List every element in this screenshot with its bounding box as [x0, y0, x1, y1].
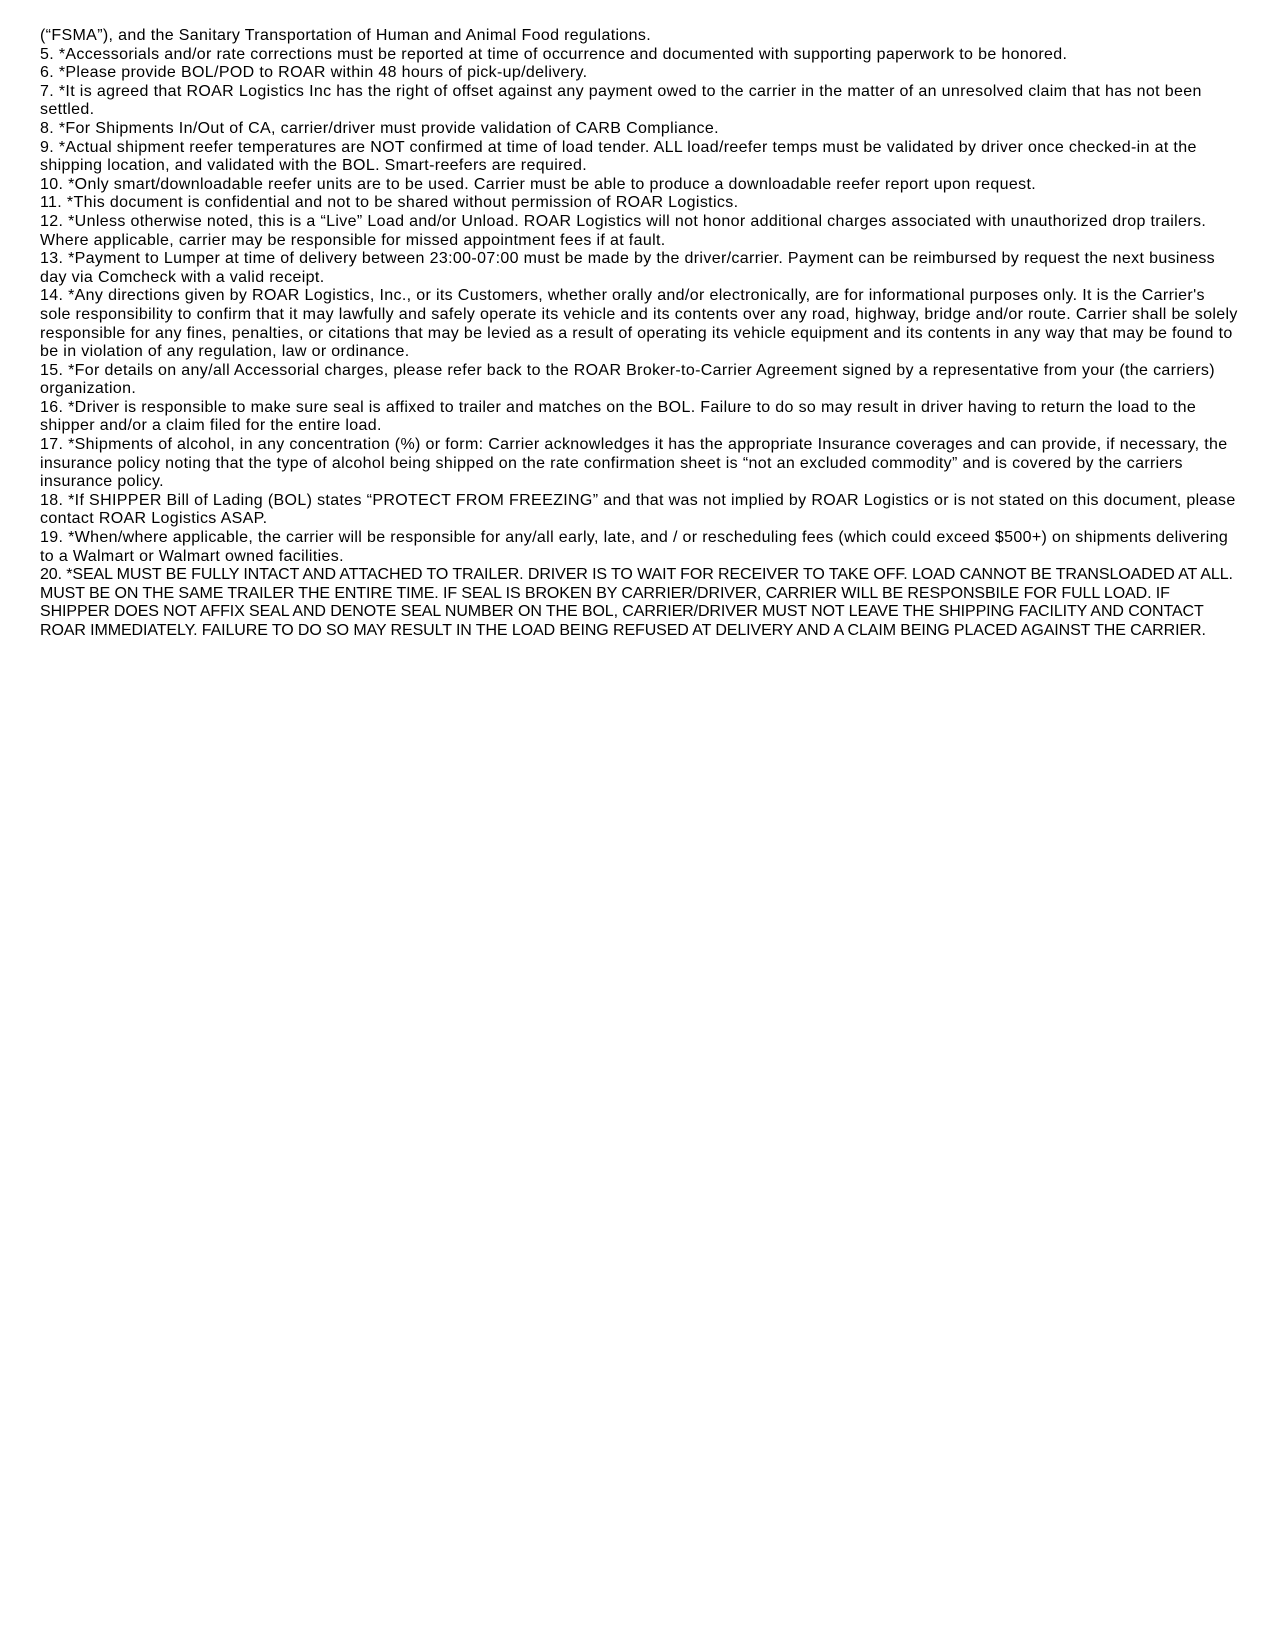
term-6: 6. *Please provide BOL/POD to ROAR within 48 hours of pick-up/delivery.	[40, 64, 588, 82]
term-5: 5. *Accessorials and/or rate corrections must be reported at time of occurrence and documented with supporting paperwork to be honored.	[40, 45, 1068, 63]
term-7: 7. *It is agreed that ROAR Logistics Inc has the right of offset against any payment owed to the carrier in the matter of an unresolved claim that has not been settled.	[40, 82, 1202, 119]
term-11: 11. *This document is confidential and not to be shared without permission of ROAR Logistics.	[40, 194, 739, 212]
term-15: 15. *For details on any/all Accessorial charges, please refer back to the ROAR Broker-to-Carrier Agreement signed by a representative from your (the carriers) organization.	[40, 361, 1215, 398]
term-19: 19. *When/where applicable, the carrier will be responsible for any/all early, late, and / or rescheduling fees (which could exceed $500+) on shipments delivering to a Walmart or Walmart owned facilities.	[40, 529, 1229, 565]
term-13: 13. *Payment to Lumper at time of delivery between 23:00-07:00 must be made by the driver/carrier. Payment can be reimbursed by request the next business day via Comcheck with a valid receipt.	[40, 250, 1216, 286]
term-12: 12. *Unless otherwise noted, this is a “Live” Load and/or Unload. ROAR Logistics will not honor additional charges associated with unauthorized drop trailers. Where applicable, carrier may be responsible for missed appointment fees if at fault.	[40, 212, 1207, 249]
term-9: 9. *Actual shipment reefer temperatures are NOT confirmed at time of load tender. ALL load/reefer temps must be validated by driver once checked-in at the shipping location, and validated with the BOL. Smart-reefers are required.	[40, 138, 1197, 175]
term-17: 17. *Shipments of alcohol, in any concentration (%) or form: Carrier acknowledges it has the appropriate Insurance coverages and can provide, if necessary, the insurance policy noting that the type of alcohol being shipped on the rate confirmation sheet is “not an excluded commodity” and is covered by the carriers insurance policy.	[40, 436, 1228, 491]
term-10: 10. *Only smart/downloadable reefer units are to be used. Carrier must be able to produce a downloadable reefer report upon request.	[40, 175, 1037, 193]
term-18: 18. *If SHIPPER Bill of Lading (BOL) states “PROTECT FROM FREEZING” and that was not implied by ROAR Logistics or is not stated on this document, please contact ROAR Logistics ASAP.	[40, 491, 1236, 528]
document-page	[40, 27, 1240, 641]
intro-line: (“FSMA”), and the Sanitary Transportation of Human and Animal Food regulations.	[40, 27, 652, 44]
term-8: 8. *For Shipments In/Out of CA, carrier/driver must provide validation of CARB Compliance.	[40, 119, 719, 137]
term-16: 16. *Driver is responsible to make sure seal is affixed to trailer and matches on the BOL. Failure to do so may result in driver having to return the load to the shipper and/or a claim filed for the entire load.	[40, 398, 1197, 435]
term-20-seal-requirement: 20. *SEAL MUST BE FULLY INTACT AND ATTACHED TO TRAILER. DRIVER IS TO WAIT FOR RECEIVER TO TAKE OFF. LOAD CANNOT BE TRANSLOADED AT ALL. MUST BE ON THE SAME TRAILER THE ENTIRE TIME. IF SEAL IS BROKEN BY CARRIER/DRIVER, CARRIER WILL BE RESPONSBILE FOR FULL LOAD. IF SHIPPER DOES NOT AFFIX SEAL AND DENOTE SEAL NUMBER ON THE BOL, CARRIER/DRIVER MUST NOT LEAVE THE SHIPPING FACILITY AND CONTACT ROAR IMMEDIATELY. FAILURE TO DO SO MAY RESULT IN THE LOAD BEING REFUSED AT DELIVERY AND A CLAIM BEING PLACED AGAINST THE CARRIER.	[40, 566, 1233, 639]
term-14: 14. *Any directions given by ROAR Logistics, Inc., or its Customers, whether orally and/or electronically, are for informational purposes only. It is the Carrier's sole responsibility to confirm that it may lawfully and safely operate its vehicle and its contents over any road, highway, bridge and/or route. Carrier shall be solely responsible for any fines, penalties, or citations that may be levied as a result of operating its vehicle equipment and its contents in any way that may be found to be in violation of any regulation, law or ordinance.	[40, 287, 1238, 361]
